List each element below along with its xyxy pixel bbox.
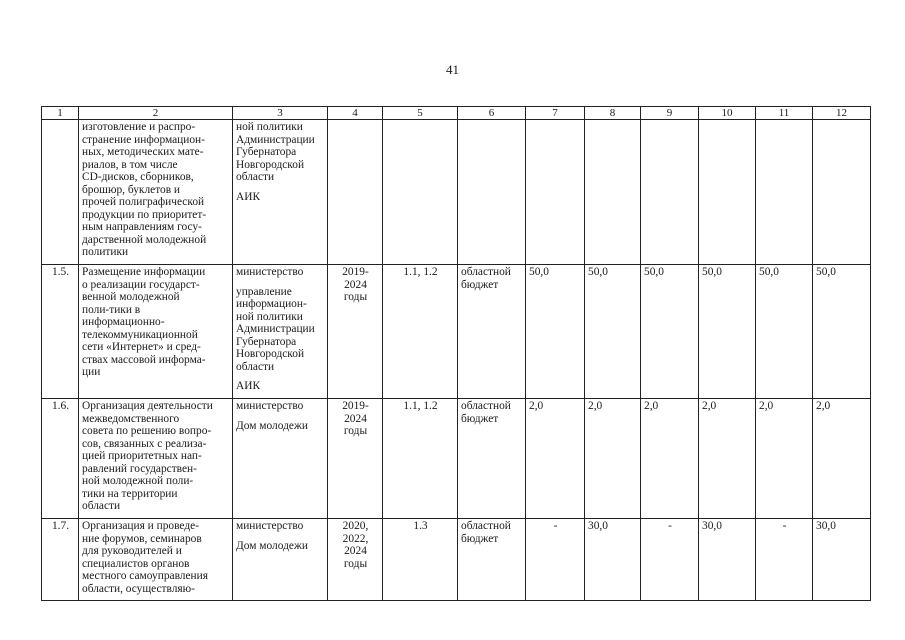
activity-cell bbox=[79, 265, 233, 399]
executor-gap bbox=[236, 279, 325, 286]
activity-text-line: тики на территории bbox=[82, 487, 178, 500]
activity-text-line: области, осуществляю- bbox=[82, 582, 195, 595]
table-body bbox=[42, 107, 871, 601]
table-row bbox=[42, 399, 871, 519]
executor-text-line: управление bbox=[236, 285, 292, 298]
funding-value-cell: 50,0 bbox=[699, 265, 756, 399]
column-number-header: 6 bbox=[458, 107, 526, 120]
activity-text-line: Организация деятельности bbox=[82, 400, 213, 412]
activity-text-line: совета по решению вопро- bbox=[82, 425, 212, 437]
column-number-header: 4 bbox=[328, 107, 383, 120]
funding-value-cell bbox=[813, 120, 871, 265]
executor-text-line: Губернатора bbox=[236, 146, 297, 158]
activity-text-line: Организация и проведе- bbox=[82, 520, 199, 532]
row-number-cell: 1.7. bbox=[42, 519, 79, 601]
task-number-cell: 1.1, 1.2 bbox=[383, 399, 458, 519]
activity-text-line: сов, связанных с реализа- bbox=[82, 437, 207, 450]
activity-text-line: области bbox=[82, 500, 121, 512]
executor-cell bbox=[233, 120, 328, 265]
years-cell bbox=[328, 120, 383, 265]
years-text-line: 2024 bbox=[344, 278, 367, 291]
funding-source-line: бюджет bbox=[461, 278, 499, 291]
funding-value-cell: 50,0 bbox=[813, 265, 871, 399]
activity-text-line: равлений государствен- bbox=[82, 462, 197, 475]
column-number-header: 3 bbox=[233, 107, 328, 120]
funding-value-cell: 2,0 bbox=[699, 399, 756, 519]
activity-text-line: ние форумов, семинаров bbox=[82, 532, 202, 545]
column-number-header: 12 bbox=[813, 107, 871, 120]
executor-gap bbox=[236, 413, 325, 420]
executor-gap bbox=[236, 373, 325, 380]
funding-source-line: бюджет bbox=[461, 532, 499, 545]
years-text-line: годы bbox=[343, 425, 368, 437]
activity-text-line: информационно- bbox=[82, 316, 165, 328]
activity-text-line: для руководителей и bbox=[82, 545, 182, 557]
funding-value-cell: 30,0 bbox=[813, 519, 871, 601]
executor-text-line: АИК bbox=[236, 190, 261, 203]
activity-text-line: изготовление и распро- bbox=[82, 121, 196, 133]
activity-text-line: ным направлениям госу- bbox=[82, 221, 202, 233]
funding-source-line: бюджет bbox=[461, 412, 499, 425]
funding-value-cell: - bbox=[526, 519, 585, 601]
executor-text-line: Губернатора bbox=[236, 335, 297, 348]
column-number-header: 10 bbox=[699, 107, 756, 120]
activity-text-line: политики bbox=[82, 246, 129, 258]
years-text-line: 2024 bbox=[344, 412, 367, 425]
activity-text-line: CD-дисков, сборников, bbox=[82, 171, 194, 183]
table-row bbox=[42, 265, 871, 399]
executor-text-line: Новгородской bbox=[236, 348, 305, 360]
program-activities-table bbox=[41, 106, 871, 601]
table-row bbox=[42, 120, 871, 265]
executor-text-line: Дом молодежи bbox=[236, 539, 308, 552]
row-number-cell: 1.5. bbox=[42, 265, 79, 399]
funding-value-cell: - bbox=[756, 519, 813, 601]
activity-text-line: прочей полиграфической bbox=[82, 196, 205, 208]
funding-value-cell: 50,0 bbox=[585, 265, 641, 399]
activity-text-line: специалистов органов bbox=[82, 557, 190, 570]
activity-text-line: цией приоритетных нап- bbox=[82, 450, 202, 462]
executor-text-line: министерство bbox=[236, 266, 304, 278]
funding-value-cell bbox=[526, 120, 585, 265]
activity-text-line: ных, методических мате- bbox=[82, 146, 204, 158]
funding-value-cell bbox=[641, 120, 699, 265]
activity-text-line: риалов, в том числе bbox=[82, 158, 178, 171]
funding-value-cell: 2,0 bbox=[641, 399, 699, 519]
funding-source-cell bbox=[458, 399, 526, 519]
executor-cell bbox=[233, 519, 328, 601]
column-number-header: 7 bbox=[526, 107, 585, 120]
table-row bbox=[42, 519, 871, 601]
years-text-line: 2019- bbox=[342, 266, 369, 278]
executor-text-line: области bbox=[236, 360, 275, 373]
executor-gap bbox=[236, 184, 325, 191]
column-number-header: 9 bbox=[641, 107, 699, 120]
funding-source-cell bbox=[458, 519, 526, 601]
activity-text-line: поли-тики в bbox=[82, 303, 141, 316]
column-number-header: 8 bbox=[585, 107, 641, 120]
years-text-line: годы bbox=[343, 557, 368, 570]
years-text-line: 2020, bbox=[342, 520, 369, 532]
funding-source-line: областной bbox=[461, 520, 511, 532]
task-number-cell: 1.1, 1.2 bbox=[383, 265, 458, 399]
activity-text-line: ной молодежной поли- bbox=[82, 475, 194, 487]
activity-text-line: межведомственного bbox=[82, 412, 180, 425]
years-cell bbox=[328, 265, 383, 399]
activity-text-line: ции bbox=[82, 366, 101, 378]
executor-text-line: ной политики bbox=[236, 121, 303, 133]
activity-text-line: Размещение информации bbox=[82, 266, 206, 278]
activity-cell bbox=[79, 120, 233, 265]
years-cell bbox=[328, 519, 383, 601]
executor-text-line: АИК bbox=[236, 380, 261, 392]
task-number-cell bbox=[383, 120, 458, 265]
activity-cell bbox=[79, 519, 233, 601]
funding-value-cell: 50,0 bbox=[641, 265, 699, 399]
page-number: 41 bbox=[446, 62, 459, 77]
funding-value-cell: 50,0 bbox=[526, 265, 585, 399]
funding-value-cell: - bbox=[641, 519, 699, 601]
funding-value-cell bbox=[756, 120, 813, 265]
executor-text-line: Администрации bbox=[236, 133, 315, 146]
funding-value-cell: 2,0 bbox=[756, 399, 813, 519]
funding-value-cell: 2,0 bbox=[813, 399, 871, 519]
executor-text-line: Новгородской bbox=[236, 158, 305, 171]
activity-text-line: ствах массовой информа- bbox=[82, 353, 206, 366]
funding-value-cell: 30,0 bbox=[699, 519, 756, 601]
activity-text-line: продукции по приоритет- bbox=[82, 208, 207, 221]
task-number-cell: 1.3 bbox=[383, 519, 458, 601]
activity-text-line: брошюр, буклетов и bbox=[82, 183, 181, 196]
column-number-header: 11 bbox=[756, 107, 813, 120]
funding-value-cell bbox=[585, 120, 641, 265]
executor-cell bbox=[233, 265, 328, 399]
executor-cell bbox=[233, 399, 328, 519]
years-text-line: 2022, bbox=[342, 532, 369, 545]
years-text-line: годы bbox=[343, 291, 368, 303]
funding-value-cell: 30,0 bbox=[585, 519, 641, 601]
activity-text-line: местного самоуправления bbox=[82, 570, 208, 582]
executor-text-line: области bbox=[236, 171, 275, 183]
activity-text-line: венной молодежной bbox=[82, 291, 180, 303]
years-text-line: 2019- bbox=[342, 400, 369, 412]
executor-text-line: министерство bbox=[236, 400, 304, 412]
funding-source-cell bbox=[458, 120, 526, 265]
activity-text-line: дарственной молодежной bbox=[82, 233, 207, 246]
funding-source-line: областной bbox=[461, 266, 511, 278]
row-number-cell bbox=[42, 120, 79, 265]
executor-text-line: информацион- bbox=[236, 298, 307, 310]
activity-text-line: сети «Интернет» и сред- bbox=[82, 341, 201, 353]
activity-text-line: странение информацион- bbox=[82, 133, 205, 146]
executor-gap bbox=[236, 533, 325, 540]
column-number-header: 5 bbox=[383, 107, 458, 120]
column-number-header-row bbox=[42, 107, 871, 120]
funding-value-cell: 2,0 bbox=[526, 399, 585, 519]
executor-text-line: министерство bbox=[236, 520, 304, 532]
activity-cell bbox=[79, 399, 233, 519]
executor-text-line: Дом молодежи bbox=[236, 419, 308, 432]
executor-text-line: Администрации bbox=[236, 323, 315, 335]
funding-value-cell bbox=[699, 120, 756, 265]
funding-source-line: областной bbox=[461, 400, 511, 412]
activity-text-line: о реализации государст- bbox=[82, 278, 200, 291]
years-cell bbox=[328, 399, 383, 519]
years-text-line: 2024 bbox=[344, 545, 367, 557]
funding-value-cell: 2,0 bbox=[585, 399, 641, 519]
column-number-header: 2 bbox=[79, 107, 233, 120]
column-number-header: 1 bbox=[42, 107, 79, 120]
executor-text-line: ной политики bbox=[236, 310, 303, 323]
activity-text-line: телекоммуникационной bbox=[82, 328, 198, 341]
row-number-cell: 1.6. bbox=[42, 399, 79, 519]
funding-value-cell: 50,0 bbox=[756, 265, 813, 399]
funding-source-cell bbox=[458, 265, 526, 399]
